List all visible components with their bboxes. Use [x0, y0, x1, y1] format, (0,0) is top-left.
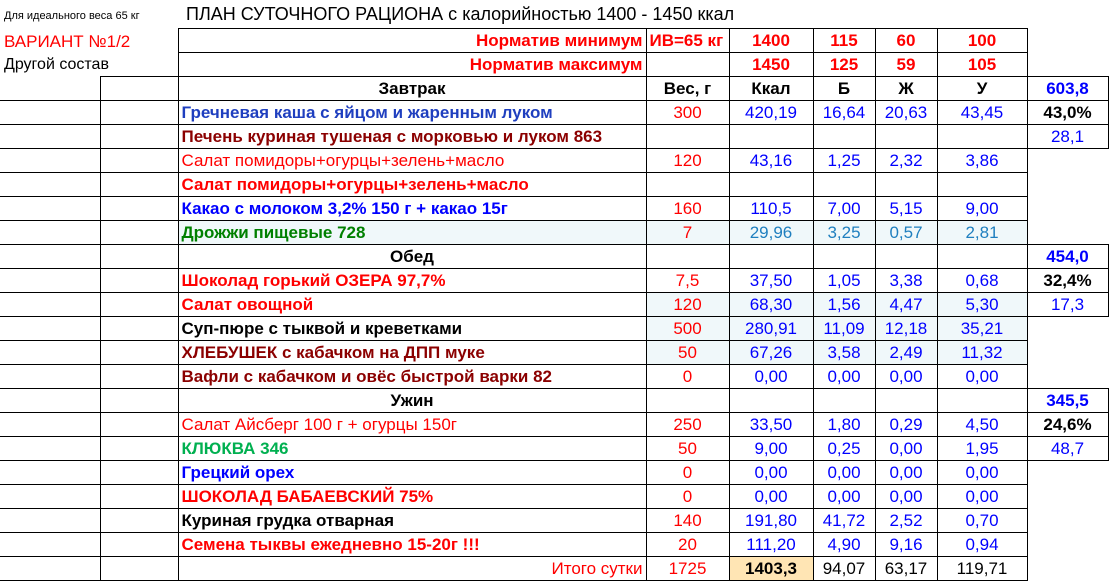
breakfast-total: 603,8 — [1027, 77, 1108, 101]
table-row — [0, 509, 1108, 533]
food-u: 1,95 — [937, 437, 1027, 461]
table-row — [0, 269, 1108, 293]
food-name: Гречневая каша с яйцом и жаренным луком — [178, 101, 646, 125]
food-name: ХЛЕБУШЕК с кабачком на ДПП муке — [178, 341, 646, 365]
food-u: 2,81 — [937, 221, 1027, 245]
ration-table — [0, 28, 1109, 581]
food-name: ШОКОЛАД БАБАЕВСКИЙ 75% — [178, 485, 646, 509]
food-b: 7,00 — [813, 197, 875, 221]
food-u: 5,30 — [937, 293, 1027, 317]
food-zh: 0,29 — [875, 413, 937, 437]
breakfast-extra: 28,1 — [1027, 125, 1108, 149]
food-name: КЛЮКВА 346 — [178, 437, 646, 461]
table-row — [0, 341, 1108, 365]
norm-max-zh: 59 — [875, 53, 937, 77]
food-b: 1,25 — [813, 149, 875, 173]
food-kcal: 0,00 — [729, 365, 813, 389]
food-weight: 7,5 — [646, 269, 729, 293]
breakfast-percent: 43,0% — [1027, 101, 1108, 125]
total-label: Итого сутки — [178, 557, 646, 581]
food-zh: 2,52 — [875, 509, 937, 533]
col-zh-header: Ж — [875, 77, 937, 101]
food-b: 41,72 — [813, 509, 875, 533]
meal-title-dinner: Ужин — [178, 389, 646, 413]
food-b: 3,25 — [813, 221, 875, 245]
food-u: 0,00 — [937, 485, 1027, 509]
meal-title-breakfast: Завтрак — [178, 77, 646, 101]
food-b: 1,80 — [813, 413, 875, 437]
food-kcal: 9,00 — [729, 437, 813, 461]
food-zh: 12,18 — [875, 317, 937, 341]
food-name: Дрожжи пищевые 728 — [178, 221, 646, 245]
food-kcal: 0,00 — [729, 485, 813, 509]
food-name: Печень куриная тушеная с морковью и луком 863 — [178, 125, 646, 149]
total-b: 94,07 — [813, 557, 875, 581]
norm-min-b: 115 — [813, 29, 875, 53]
food-kcal: 67,26 — [729, 341, 813, 365]
food-zh: 5,15 — [875, 197, 937, 221]
table-row — [0, 149, 1108, 173]
ideal-weight-note: Для идеального веса 65 кг — [4, 10, 140, 22]
food-name: Шоколад горький ОЗЕРА 97,7% — [178, 269, 646, 293]
food-b: 16,64 — [813, 101, 875, 125]
food-weight: 300 — [646, 101, 729, 125]
food-weight: 500 — [646, 317, 729, 341]
table-row — [0, 125, 1108, 149]
food-b: 1,56 — [813, 293, 875, 317]
norm-max-kcal: 1450 — [729, 53, 813, 77]
col-weight-header: Вес, г — [646, 77, 729, 101]
table-row — [0, 173, 1108, 197]
meal-title-lunch: Обед — [178, 245, 646, 269]
food-u: 0,00 — [937, 365, 1027, 389]
norm-max-label: Норматив максимум — [178, 53, 646, 77]
lunch-header-row — [0, 245, 1108, 269]
total-kcal: 1403,3 — [729, 557, 813, 581]
food-weight: 0 — [646, 461, 729, 485]
food-kcal: 111,20 — [729, 533, 813, 557]
food-zh: 0,00 — [875, 461, 937, 485]
food-weight: 20 — [646, 533, 729, 557]
table-row — [0, 101, 1108, 125]
dinner-total: 345,5 — [1027, 389, 1108, 413]
food-name: Грецкий орех — [178, 461, 646, 485]
food-u: 9,00 — [937, 197, 1027, 221]
food-zh: 9,16 — [875, 533, 937, 557]
food-name: Салат помидоры+огурцы+зелень+масло — [178, 149, 646, 173]
food-weight: 250 — [646, 413, 729, 437]
food-b: 0,00 — [813, 485, 875, 509]
dinner-extra: 48,7 — [1027, 437, 1108, 461]
page-title: ПЛАН СУТОЧНОГО РАЦИОНА с калорийностью 1400 - 1450 ккал — [186, 4, 735, 24]
food-weight: 50 — [646, 437, 729, 461]
table-row — [0, 365, 1108, 389]
food-weight: 7 — [646, 221, 729, 245]
norm-min-label: Норматив минимум — [178, 29, 646, 53]
table-row — [0, 461, 1108, 485]
food-zh: 0,00 — [875, 485, 937, 509]
food-name: Салат овощной — [178, 293, 646, 317]
food-kcal: 29,96 — [729, 221, 813, 245]
food-u: 0,94 — [937, 533, 1027, 557]
norm-max-b: 125 — [813, 53, 875, 77]
other-composition-label: Другой состав — [4, 56, 109, 73]
food-name: Салат Айсберг 100 г + огурцы 150г — [178, 413, 646, 437]
total-weight: 1725 — [646, 557, 729, 581]
food-weight: 50 — [646, 341, 729, 365]
food-name: Салат помидоры+огурцы+зелень+масло — [178, 173, 646, 197]
food-u: 11,32 — [937, 341, 1027, 365]
col-b-header: Б — [813, 77, 875, 101]
food-kcal: 37,50 — [729, 269, 813, 293]
total-u: 119,71 — [937, 557, 1027, 581]
food-u: 0,70 — [937, 509, 1027, 533]
food-zh: 3,38 — [875, 269, 937, 293]
food-kcal: 68,30 — [729, 293, 813, 317]
food-weight: 120 — [646, 293, 729, 317]
food-weight: 0 — [646, 365, 729, 389]
table-row — [0, 413, 1108, 437]
food-u: 35,21 — [937, 317, 1027, 341]
col-kcal-header: Ккал — [729, 77, 813, 101]
breakfast-header-row — [0, 77, 1108, 101]
variant-label: ВАРИАНТ №1/2 — [4, 32, 131, 51]
lunch-extra: 17,3 — [1027, 293, 1108, 317]
food-zh: 0,57 — [875, 221, 937, 245]
food-u: 43,45 — [937, 101, 1027, 125]
iv-label: ИВ=65 кг — [646, 29, 729, 53]
norm-min-kcal: 1400 — [729, 29, 813, 53]
norm-min-zh: 60 — [875, 29, 937, 53]
table-row — [0, 533, 1108, 557]
total-row — [0, 557, 1108, 581]
food-name: Семена тыквы ежедневно 15-20г !!! — [178, 533, 646, 557]
food-b: 0,00 — [813, 461, 875, 485]
table-row — [0, 197, 1108, 221]
lunch-percent: 32,4% — [1027, 269, 1108, 293]
food-name: Куриная грудка отварная — [178, 509, 646, 533]
food-kcal: 191,80 — [729, 509, 813, 533]
food-zh: 4,47 — [875, 293, 937, 317]
food-zh: 0,00 — [875, 437, 937, 461]
norm-max-u: 105 — [937, 53, 1027, 77]
food-zh: 0,00 — [875, 365, 937, 389]
food-kcal: 43,16 — [729, 149, 813, 173]
total-zh: 63,17 — [875, 557, 937, 581]
food-u: 4,50 — [937, 413, 1027, 437]
food-b: 1,05 — [813, 269, 875, 293]
table-row — [0, 317, 1108, 341]
table-row — [0, 293, 1108, 317]
col-u-header: У — [937, 77, 1027, 101]
food-name: Суп-пюре с тыквой и креветками — [178, 317, 646, 341]
table-row — [0, 221, 1108, 245]
food-weight: 160 — [646, 197, 729, 221]
food-weight: 120 — [646, 149, 729, 173]
norm-min-row — [0, 29, 1108, 53]
food-zh: 20,63 — [875, 101, 937, 125]
food-kcal: 110,5 — [729, 197, 813, 221]
food-b: 4,90 — [813, 533, 875, 557]
dinner-percent: 24,6% — [1027, 413, 1108, 437]
food-kcal: 0,00 — [729, 461, 813, 485]
food-name: Какао с молоком 3,2% 150 г + какао 15г — [178, 197, 646, 221]
food-weight: 0 — [646, 485, 729, 509]
food-zh: 2,49 — [875, 341, 937, 365]
norm-min-u: 100 — [937, 29, 1027, 53]
food-b: 3,58 — [813, 341, 875, 365]
food-name: Вафли с кабачком и овёс быстрой варки 82 — [178, 365, 646, 389]
table-row — [0, 437, 1108, 461]
table-row — [0, 485, 1108, 509]
food-u: 0,68 — [937, 269, 1027, 293]
food-b: 0,00 — [813, 365, 875, 389]
lunch-total: 454,0 — [1027, 245, 1108, 269]
food-kcal: 280,91 — [729, 317, 813, 341]
food-u: 0,00 — [937, 461, 1027, 485]
norm-max-row — [0, 53, 1108, 77]
food-kcal: 33,50 — [729, 413, 813, 437]
food-b: 11,09 — [813, 317, 875, 341]
food-zh: 2,32 — [875, 149, 937, 173]
food-weight: 140 — [646, 509, 729, 533]
food-b: 0,25 — [813, 437, 875, 461]
food-u: 3,86 — [937, 149, 1027, 173]
dinner-header-row — [0, 389, 1108, 413]
food-kcal: 420,19 — [729, 101, 813, 125]
